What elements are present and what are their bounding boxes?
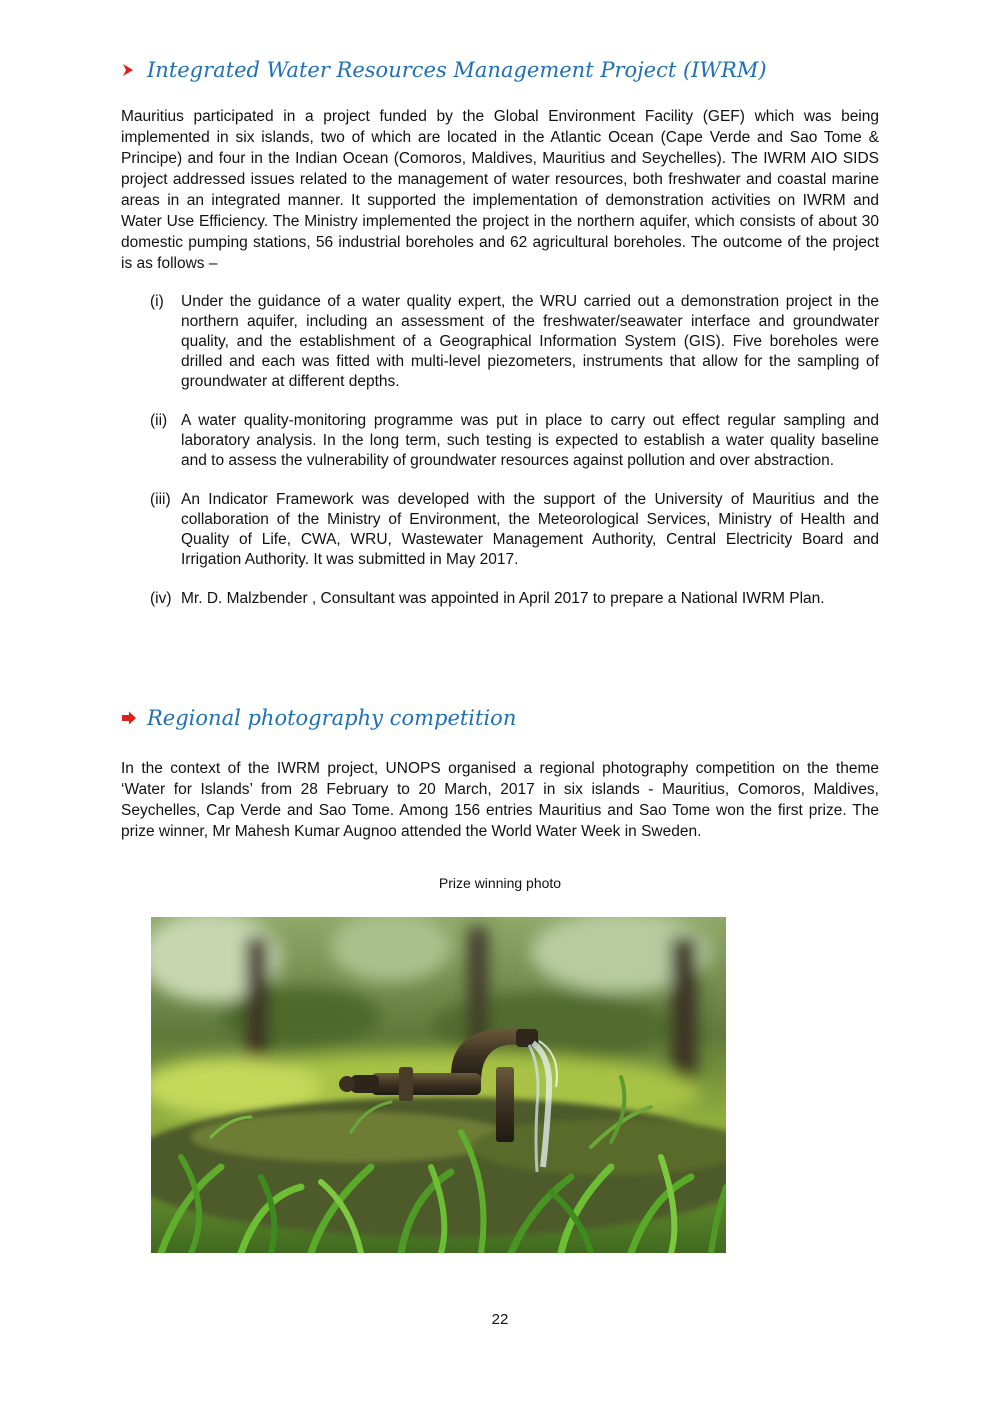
prize-winning-photo <box>151 917 726 1253</box>
list-item <box>150 292 879 392</box>
outcome-list <box>150 292 879 628</box>
photo-illustration <box>151 917 726 1253</box>
list-item <box>150 589 879 609</box>
list-item-text: Mr. D. Malzbender , Consultant was appointed in April 2017 to prepare a National IWRM Plan. <box>181 590 825 607</box>
section-title: Integrated Water Resources Management Project (IWRM) <box>147 58 767 82</box>
chevron-right-icon <box>121 63 147 77</box>
photo-caption: Prize winning photo <box>438 875 562 891</box>
list-item-text: A water quality-monitoring programme was put in place to carry out effect regular sampling and laboratory analysis. In the long term, such testing is expected to establish a water quality baseline and to assess the vulnerability of groundwater resources against pollution and over abstraction. <box>181 412 879 469</box>
page-number: 22 <box>491 1311 509 1328</box>
list-item <box>150 490 879 570</box>
arrow-right-icon <box>121 711 147 725</box>
list-item <box>150 411 879 471</box>
section-title: Regional photography competition <box>147 706 517 730</box>
list-item-text: Under the guidance of a water quality expert, the WRU carried out a demonstration project in the northern aquifer, including an assessment of the freshwater/seawater interface and groundwater quality, and the establishment of a Geographical Information System (GIS). Five boreholes were drilled and each was fitted with multi-level piezometers, instruments that allow for the sampling of groundwater at different depths. <box>181 293 879 390</box>
section-paragraph: In the context of the IWRM project, UNOPS organised a regional photography competition on the theme ‘Water for Islands’ from 28 February to 20 March, 2017 in six islands - Mauritius, Comoros, Maldives, Seychelles, Cap Verde and Sao Tome. Among 156 entries Mauritius and Sao Tome won the first prize. The prize winner, Mr Mahesh Kumar Augnoo attended the World Water Week in Sweden. <box>121 760 879 840</box>
list-item-number: (iii) <box>150 491 171 508</box>
list-item-text: An Indicator Framework was developed with the support of the University of Mauritius and the collaboration of the Ministry of Environment, the Meteorological Services, Ministry of Health and Quality of Life, CWA, WRU, Wastewater Management Authority, Central Electricity Board and Irrigation Authority. It was submitted in May 2017. <box>181 491 879 568</box>
section-heading-iwrm <box>121 58 767 82</box>
list-item-number: (ii) <box>150 412 168 429</box>
list-item-number: (iv) <box>150 590 172 607</box>
section-heading-photography <box>121 706 516 730</box>
list-item-number: (i) <box>150 293 164 310</box>
section-paragraph: Mauritius participated in a project funded by the Global Environment Facility (GEF) which was being implemented in six islands, two of which are located in the Atlantic Ocean (Cape Verde and Sao Tome & Principe) and four in the Indian Ocean (Comoros, Maldives, Mauritius and Seychelles). The IWRM AIO SIDS project addressed issues related to the management of water resources, both freshwater and coastal marine areas in an integrated manner. It supported the implementation of demonstration activities on IWRM and Water Use Efficiency. The Ministry implemented the project in the northern aquifer, which consists of about 30 domestic pumping stations, 56 industrial boreholes and 62 agricultural boreholes. The outcome of the project is as follows – <box>121 108 879 272</box>
